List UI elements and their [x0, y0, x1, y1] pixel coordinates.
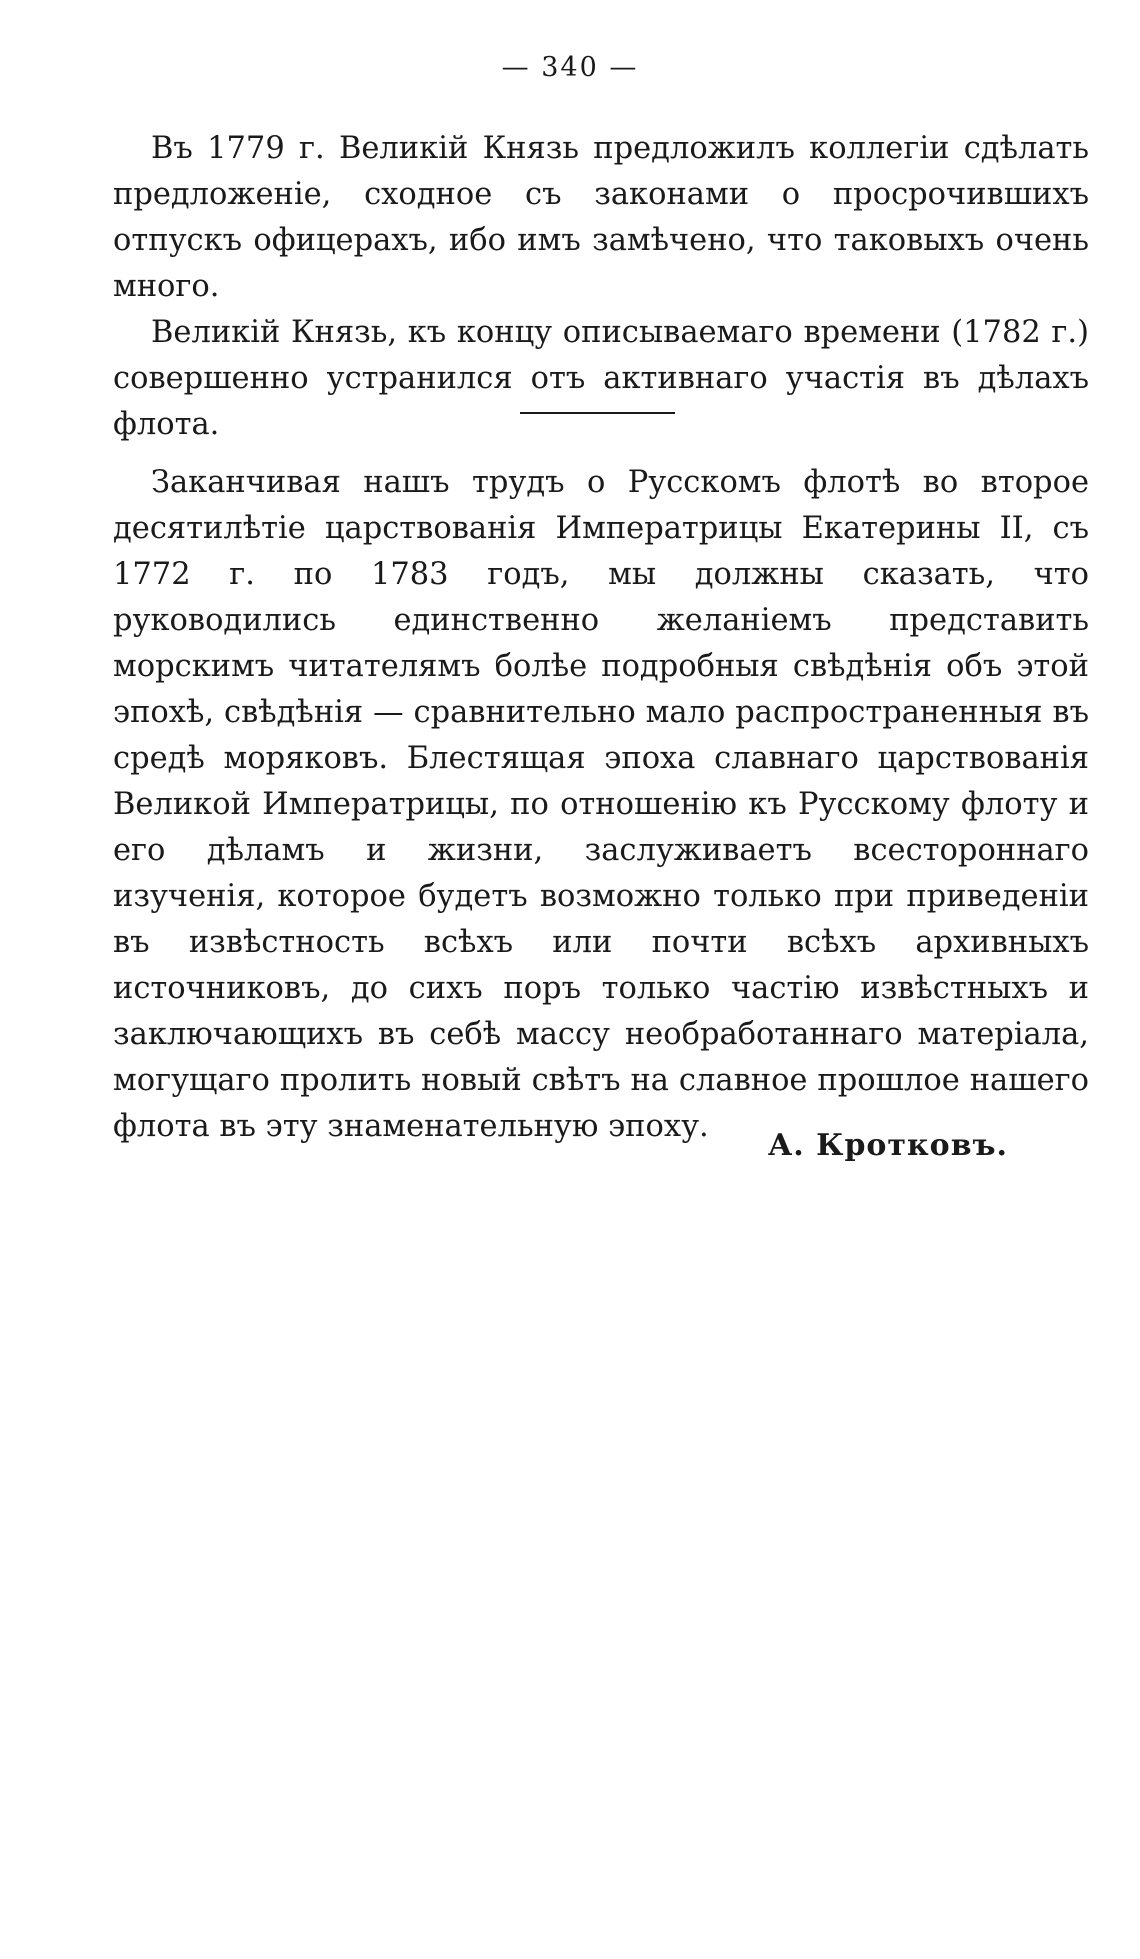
- page-number: — 340 —: [501, 52, 639, 83]
- text-section-1: [113, 126, 1089, 448]
- paragraph: Заканчивая нашъ трудъ о Русскомъ флотѣ во второе десятилѣтіе царствованія Императрицы Екатерины II, съ 1772 г. по 1783 годъ, мы должны сказать, что руководились единственно желаніемъ представить морскимъ читателямъ болѣе подробныя свѣдѣнія объ этой эпохѣ, свѣдѣнія — сравнительно мало распространенныя въ средѣ моряковъ. Блестящая эпоха славнаго царствованія Великой Императрицы, по отношенію къ Русскому флоту и его дѣламъ и жизни, заслуживаетъ всестороннаго изученія, которое будетъ возможно только при приведеніи въ извѣстность всѣхъ или почти всѣхъ архивныхъ источниковъ, до сихъ поръ только частію извѣстныхъ и заключающихъ въ себѣ массу необработаннаго матеріала, могущаго пролить новый свѣтъ на славное прошлое нашего флота въ эту знаменательную эпоху.: [113, 465, 1089, 1144]
- author-signature: А. Кротковъ.: [767, 1128, 1008, 1163]
- section-divider: [520, 412, 675, 414]
- text-section-2: [113, 460, 1089, 1150]
- paragraph: Въ 1779 г. Великій Князь предложилъ коллегіи сдѣлать предложеніе, сходное съ законами о просрочившихъ отпускъ офицерахъ, ибо имъ замѣчено, что таковыхъ очень много.: [113, 131, 1089, 304]
- paragraph: Великій Князь, къ концу описываемаго времени (1782 г.) совершенно устранился отъ активнаго участія въ дѣлахъ флота.: [113, 315, 1089, 442]
